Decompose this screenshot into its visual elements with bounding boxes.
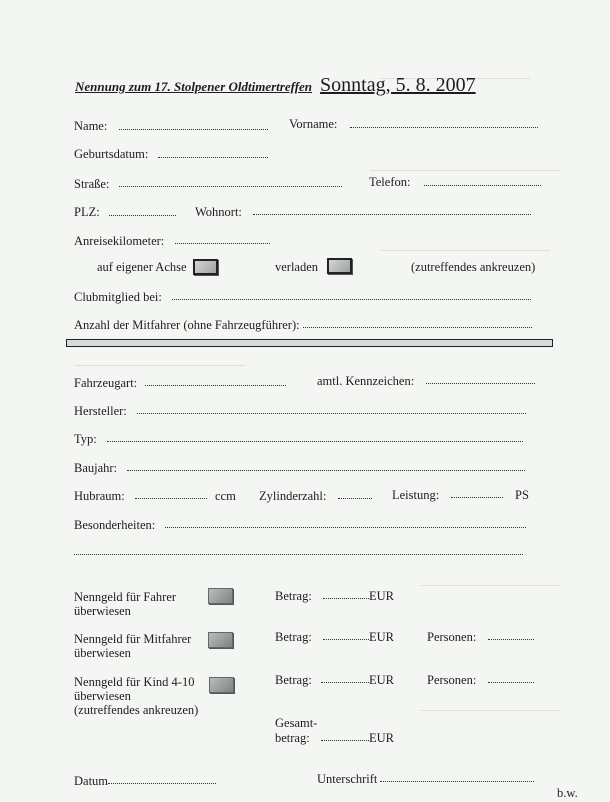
geburtsdatum-field[interactable]: [158, 157, 268, 158]
fee-kind-checkbox[interactable]: [209, 677, 234, 693]
unterschrift-label: Unterschrift: [317, 772, 378, 786]
anreise-label: Anreisekilometer:: [74, 234, 165, 248]
strasse-field[interactable]: [119, 186, 342, 187]
kennzeichen-field[interactable]: [426, 383, 535, 384]
datum-field[interactable]: [108, 783, 216, 784]
fahrzeugart-label: Fahrzeugart:: [74, 376, 138, 390]
betrag-fahrer-label: Betrag:: [275, 589, 312, 603]
wohnort-field[interactable]: [253, 214, 531, 215]
fee-fahrer-checkbox[interactable]: [208, 588, 233, 604]
fee-fahrer-label: Nenngeld für Fahrer: [74, 590, 177, 604]
name-label: Name:: [74, 119, 108, 133]
leistung-label: Leistung:: [392, 488, 440, 502]
betrag-fahrer-field[interactable]: [323, 598, 369, 599]
telefon-field[interactable]: [424, 185, 541, 186]
club-label: Clubmitglied bei:: [74, 290, 162, 304]
besonderheiten-field-line2[interactable]: [74, 554, 523, 555]
form-title: Nennung zum 17. Stolpener Oldtimertreffen: [75, 79, 313, 94]
show-through-line: [75, 365, 245, 366]
ps-unit: PS: [515, 488, 529, 502]
leistung-field[interactable]: [451, 497, 503, 498]
unterschrift-field[interactable]: [380, 781, 534, 782]
show-through-line: [380, 250, 550, 251]
datum-label: Datum: [74, 774, 109, 788]
gesamt-unit: EUR: [369, 731, 394, 745]
verladen-checkbox[interactable]: [327, 258, 352, 274]
eigene-achse-checkbox[interactable]: [193, 259, 218, 275]
ankreuzen-hint: (zutreffendes ankreuzen): [411, 260, 536, 274]
fee-mitfahrer-label-2: überwiesen: [74, 646, 131, 660]
show-through-line: [420, 710, 560, 711]
bw-note: b.w.: [557, 786, 578, 800]
plz-label: PLZ:: [74, 205, 100, 219]
fee-mitfahrer-label: Nenngeld für Mitfahrer: [74, 632, 192, 646]
personen-kind-field[interactable]: [488, 682, 534, 683]
hubraum-field[interactable]: [135, 498, 207, 499]
typ-field[interactable]: [107, 441, 523, 442]
fee-kind-hint: (zutreffendes ankreuzen): [74, 703, 199, 717]
plz-field[interactable]: [109, 215, 176, 216]
fee-kind-label-2: überwiesen: [74, 689, 131, 703]
gesamt-field[interactable]: [321, 740, 369, 741]
form-header: [75, 74, 476, 97]
club-field[interactable]: [172, 299, 531, 300]
show-through-line: [370, 170, 560, 171]
ccm-unit: ccm: [215, 489, 236, 503]
betrag-kind-field[interactable]: [321, 682, 369, 683]
zylinder-label: Zylinderzahl:: [259, 489, 327, 503]
vorname-label: Vorname:: [289, 117, 338, 131]
eigene-achse-label: auf eigener Achse: [97, 260, 187, 274]
show-through-line: [420, 585, 560, 586]
wohnort-label: Wohnort:: [195, 205, 242, 219]
hersteller-field[interactable]: [137, 413, 526, 414]
fee-fahrer-label-2: überwiesen: [74, 604, 131, 618]
personen-mitfahrer-field[interactable]: [488, 639, 534, 640]
besonderheiten-label: Besonderheiten:: [74, 518, 156, 532]
baujahr-field[interactable]: [127, 470, 525, 471]
vorname-field[interactable]: [350, 127, 538, 128]
geburtsdatum-label: Geburtsdatum:: [74, 147, 149, 161]
hersteller-label: Hersteller:: [74, 404, 127, 418]
fee-mitfahrer-checkbox[interactable]: [208, 632, 233, 648]
anreise-field[interactable]: [175, 243, 270, 244]
personen-kind-label: Personen:: [427, 673, 477, 687]
betrag-kind-unit: EUR: [369, 673, 394, 687]
zylinder-field[interactable]: [338, 498, 372, 499]
telefon-label: Telefon:: [369, 175, 411, 189]
betrag-mitfahrer-field[interactable]: [323, 639, 369, 640]
betrag-mitfahrer-label: Betrag:: [275, 630, 312, 644]
kennzeichen-label: amtl. Kennzeichen:: [317, 374, 415, 388]
fahrzeugart-field[interactable]: [145, 385, 286, 386]
betrag-fahrer-unit: EUR: [369, 589, 394, 603]
event-date: Sonntag, 5. 8. 2007: [320, 74, 476, 96]
section-divider: [66, 339, 553, 347]
strasse-label: Straße:: [74, 177, 110, 191]
typ-label: Typ:: [74, 432, 97, 446]
mitfahrer-label: Anzahl der Mitfahrer (ohne Fahrzeugführer):: [74, 318, 300, 332]
gesamt-label-2: betrag:: [275, 731, 310, 745]
betrag-kind-label: Betrag:: [275, 673, 312, 687]
verladen-label: verladen: [275, 260, 319, 274]
personen-mitfahrer-label: Personen:: [427, 630, 477, 644]
mitfahrer-field[interactable]: [303, 327, 532, 328]
fee-kind-label: Nenngeld für Kind 4-10: [74, 675, 195, 689]
gesamt-label: Gesamt-: [275, 716, 318, 730]
hubraum-label: Hubraum:: [74, 489, 125, 503]
name-field[interactable]: [119, 129, 268, 130]
besonderheiten-field[interactable]: [165, 527, 526, 528]
betrag-mitfahrer-unit: EUR: [369, 630, 394, 644]
baujahr-label: Baujahr:: [74, 461, 118, 475]
